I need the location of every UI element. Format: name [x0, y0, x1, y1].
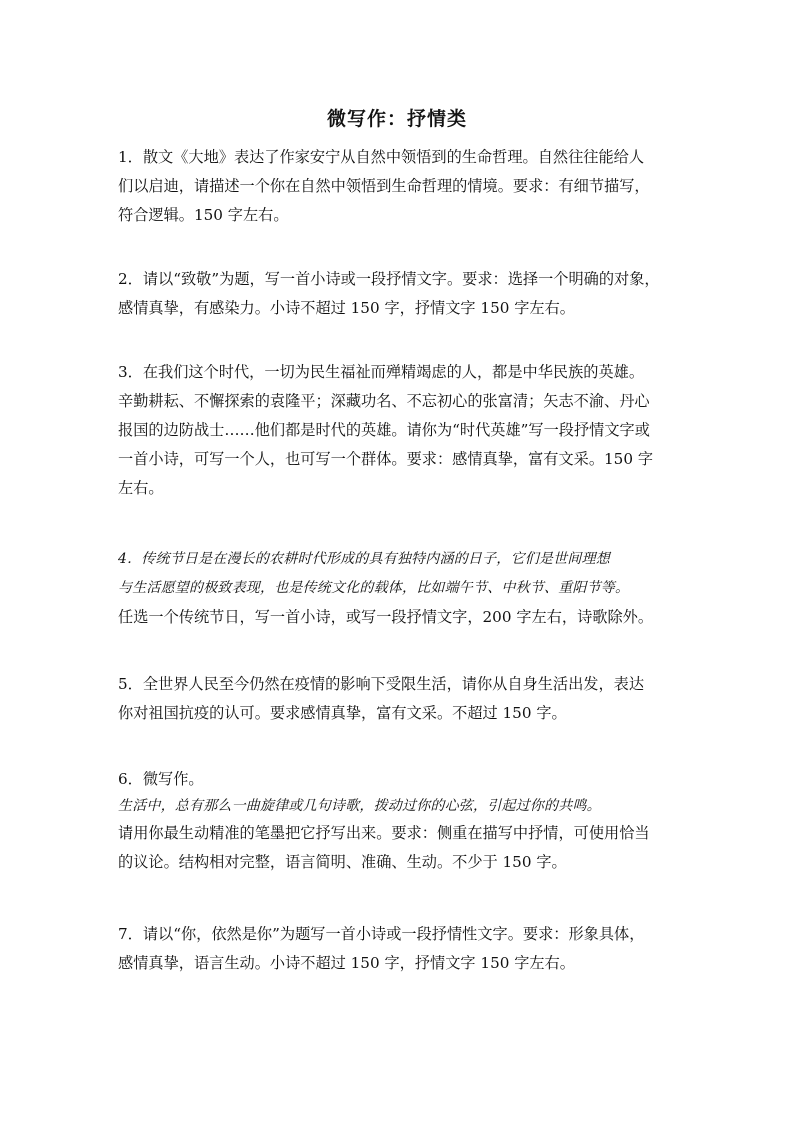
question-4	[118, 545, 684, 632]
question-line: 一首小诗，可写一个人，也可写一个群体。要求：感情真挚，富有文采。150 字	[118, 450, 654, 468]
question-line: 生活中，总有那么一曲旋律或几句诗歌，拨动过你的心弦，引起过你的共鸣。	[118, 798, 601, 814]
question-line: 报国的边防战士……他们都是时代的英雄。请你为“时代英雄”写一段抒情文字或	[118, 421, 650, 439]
question-6	[118, 765, 684, 877]
question-line: 7．请以“你，依然是你”为题写一首小诗或一段抒情性文字。要求：形象具体，	[118, 925, 645, 943]
question-line: 5．全世界人民至今仍然在疫情的影响下受限生活，请你从自身生活出发，表达	[118, 675, 645, 693]
question-line: 们以启迪，请描述一个你在自然中领悟到生命哲理的情境。要求：有细节描写，	[118, 177, 650, 195]
question-3	[118, 358, 684, 503]
question-line: 2．请以“致敬”为题，写一首小诗或一段抒情文字。要求：选择一个明确的对象，	[118, 270, 660, 288]
question-line: 与生活愿望的极致表现，也是传统文化的载体，比如端午节、中秋节、重阳节等。	[118, 580, 630, 596]
question-line: 3．在我们这个时代，一切为民生福祉而殚精竭虑的人，都是中华民族的英雄。	[118, 363, 645, 381]
question-line: 你对祖国抗疫的认可。要求感情真挚，富有文采。不超过 150 字。	[118, 704, 567, 722]
question-line: 感情真挚，有感染力。小诗不超过 150 字，抒情文字 150 字左右。	[118, 299, 575, 317]
question-line: 感情真挚，语言生动。小诗不超过 150 字，抒情文字 150 字左右。	[118, 954, 575, 972]
question-5	[118, 670, 684, 728]
question-line: 左右。	[118, 479, 164, 497]
question-line: 4．传统节日是在漫长的农耕时代形成的具有独特内涵的日子，它们是世间理想	[118, 551, 610, 567]
question-line: 6．微写作。	[118, 770, 204, 788]
question-2	[118, 265, 684, 323]
page-title: 微写作：抒情类	[326, 108, 467, 130]
question-line: 的议论。结构相对完整，语言简明、准确、生动。不少于 150 字。	[118, 853, 567, 871]
question-1	[118, 143, 684, 230]
question-line: 辛勤耕耘、不懈探索的袁隆平；深藏功名、不忘初心的张富清；矢志不渝、丹心	[118, 392, 650, 410]
question-line: 请用你最生动精准的笔墨把它抒写出来。要求：侧重在描写中抒情，可使用恰当	[118, 824, 650, 842]
question-line: 1．散文《大地》表达了作家安宁从自然中领悟到的生命哲理。自然往往能给人	[118, 148, 645, 166]
question-line: 任选一个传统节日，写一首小诗，或写一段抒情文字，200 字左右，诗歌除外。	[118, 608, 654, 626]
question-line: 符合逻辑。150 字左右。	[118, 206, 289, 224]
question-7	[118, 920, 684, 978]
